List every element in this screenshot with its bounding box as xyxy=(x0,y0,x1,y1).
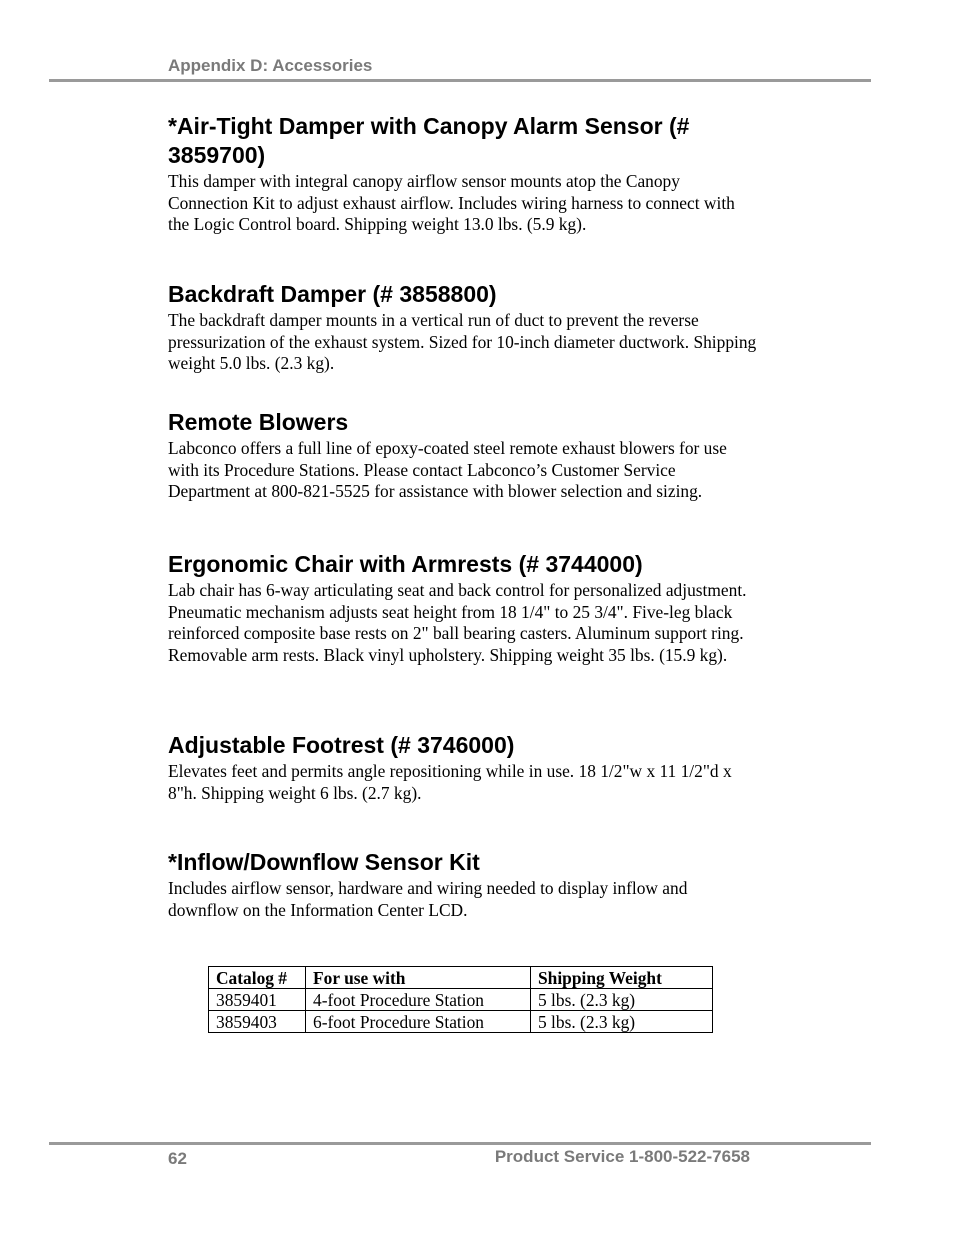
table-row xyxy=(209,989,713,1011)
section-ergonomic-chair xyxy=(168,550,758,666)
section-body: Labconco offers a full line of epoxy-coated steel remote exhaust blowers for use with its Procedure Stations. Please contact Labconco’s Customer Service Department at 800-821-5525 for assistance with blower selection and sizing. xyxy=(168,438,727,502)
section-body: The backdraft damper mounts in a vertical run of duct to prevent the reverse pressurization of the exhaust system. Sized for 10-inch diameter ductwork. Shipping weight 5.0 lbs. (2.3 kg). xyxy=(168,310,757,374)
section-air-tight-damper xyxy=(168,112,758,236)
sensor-kit-table xyxy=(208,966,713,1033)
section-title: *Air-Tight Damper with Canopy Alarm Sensor (# 3859700) xyxy=(168,113,690,168)
section-body: This damper with integral canopy airflow sensor mounts atop the Canopy Connection Kit to adjust exhaust airflow. Includes wiring harness to connect with the Logic Control board. Shipping weight 13.0 lbs. (5.9 kg). xyxy=(168,171,735,235)
footer-rule xyxy=(49,1142,871,1145)
section-remote-blowers xyxy=(168,408,758,503)
catalog-cell: 3859401 xyxy=(209,989,306,1011)
table-header-row xyxy=(209,967,713,989)
section-title: *Inflow/Downflow Sensor Kit xyxy=(168,849,480,875)
weight-cell: 5 lbs. (2.3 kg) xyxy=(531,989,713,1011)
section-body: Includes airflow sensor, hardware and wiring needed to display inflow and downflow on the Information Center LCD. xyxy=(168,878,688,920)
section-body: Elevates feet and permits angle repositioning while in use. 18 1/2"w x 11 1/2"d x 8"h. Shipping weight 6 lbs. (2.7 kg). xyxy=(168,761,732,803)
section-body: Lab chair has 6-way articulating seat and back control for personalized adjustment. Pneumatic mechanism adjusts seat height from 18 1/4" to 25 3/4". Five-leg black reinforced composite base rests on 2" ball bearing casters. Aluminum support ring. Removable arm rests. Black vinyl upholstery. Shipping weight 35 lbs. (15.9 kg). xyxy=(168,580,747,665)
header-rule xyxy=(49,79,871,82)
weight-cell: 5 lbs. (2.3 kg) xyxy=(531,1011,713,1033)
table-row xyxy=(209,1011,713,1033)
section-title: Adjustable Footrest (# 3746000) xyxy=(168,732,515,758)
column-header-weight: Shipping Weight xyxy=(531,967,713,989)
section-title: Remote Blowers xyxy=(168,409,349,435)
product-service-line: Product Service 1-800-522-7658 xyxy=(494,1147,750,1166)
section-title: Backdraft Damper (# 3858800) xyxy=(168,281,497,307)
page-number: 62 xyxy=(168,1149,187,1168)
column-header-catalog: Catalog # xyxy=(209,967,306,989)
section-sensor-kit xyxy=(168,848,758,921)
column-header-use: For use with xyxy=(306,967,531,989)
catalog-cell: 3859403 xyxy=(209,1011,306,1033)
section-backdraft-damper xyxy=(168,280,758,375)
section-adjustable-footrest xyxy=(168,731,758,804)
use-cell: 6-foot Procedure Station xyxy=(306,1011,531,1033)
use-cell: 4-foot Procedure Station xyxy=(306,989,531,1011)
running-header: Appendix D: Accessories xyxy=(168,56,373,75)
section-title: Ergonomic Chair with Armrests (# 3744000) xyxy=(168,551,643,577)
